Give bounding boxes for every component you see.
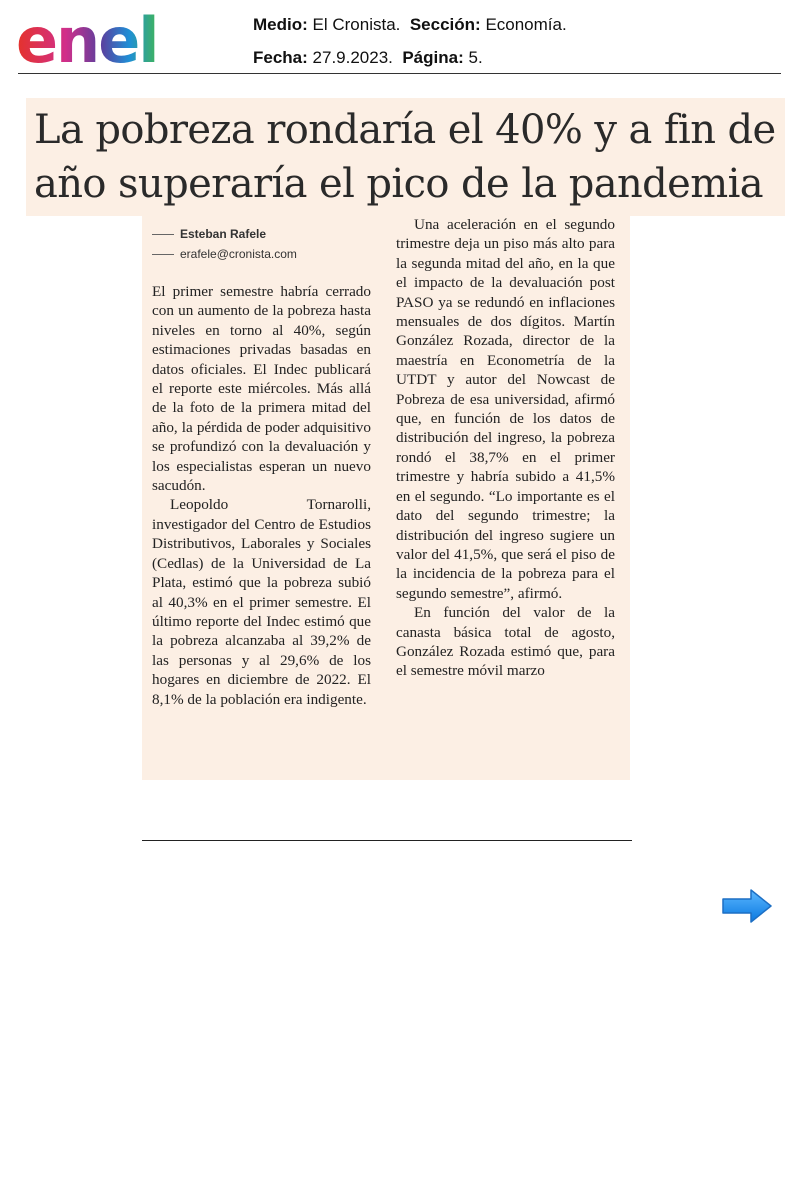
pagina-label: Página: <box>402 48 464 67</box>
author-name: Esteban Rafele <box>180 227 267 241</box>
fecha-value: 27.9.2023. <box>312 48 393 67</box>
paragraph: Leopoldo Tornarolli, investigador del Centro de Estudios Distributivos, Laborales y Sociales (Cedlas) de la Universidad de La Plata, estimó que la pobreza subió al 40,3% en el primer semestre. El último reporte del Indec estimó que la pobreza alcanzaba al 39,2% de las personas y al 29,6% de los hogares en diciembre de 2022. El 8,1% de la población era indigente. <box>152 496 371 708</box>
paragraph: El primer semestre habría cerrado con un aumento de la pobreza hasta niveles en torno al 40%, según estimaciones privadas basadas en datos oficiales. El Indec publicará el reporte este miércoles. Más allá de la foto de la primera mitad del año, la pérdida de poder adquisitivo se profundizó con la devaluación y los especialistas esperan un nuevo sacudón. <box>152 283 371 495</box>
seccion-label: Sección: <box>409 15 481 34</box>
byline-dash <box>152 234 174 235</box>
seccion-value: Economía. <box>485 15 567 34</box>
bottom-divider <box>142 840 632 841</box>
paragraph: Una aceleración en el segundo trimestre deja un piso más alto para la segunda mitad del año, en la que el impacto de la devaluación post PASO ya se redundó en inflaciones mensuales de dos dígitos. Martín González Rozada, director de la maestría en Econometría de la UTDT y autor del Nowcast de Pobreza de esa universidad, afirmó que, en función de los datos de distribución del ingreso, la pobreza rondó el 38,7% en el primer trimestre y habría subido a 41,5% en el segundo. “Lo importante es el dato del segundo trimestre; la distribución del ingreso sugiere un valor del 41,5%, que será el piso de la incidencia de la pobreza para el segundo semestre”, afirmó. <box>396 216 615 602</box>
article-column-2 <box>396 215 615 681</box>
article-headline: La pobreza rondaría el 40% y a fin de año superaría el pico de la pandemia <box>34 107 776 207</box>
medio-value: El Cronista. <box>312 15 401 34</box>
medio-label: Medio: <box>253 15 308 34</box>
pagina-value: 5. <box>468 48 483 67</box>
logo-text: enel <box>16 6 158 68</box>
meta-line-2 <box>253 41 567 74</box>
author-email: erafele@cronista.com <box>180 247 297 261</box>
byline <box>152 224 297 264</box>
byline-dash <box>152 254 174 255</box>
enel-logo <box>16 6 182 68</box>
paragraph: En función del valor de la canasta básica total de agosto, González Rozada estimó que, para el semestre móvil marzo <box>396 604 615 680</box>
document-meta <box>253 8 567 74</box>
header-divider <box>18 73 781 74</box>
fecha-label: Fecha: <box>253 48 308 67</box>
right-arrow-icon[interactable] <box>721 888 773 924</box>
meta-line-1 <box>253 8 567 41</box>
article-column-1 <box>152 282 371 709</box>
